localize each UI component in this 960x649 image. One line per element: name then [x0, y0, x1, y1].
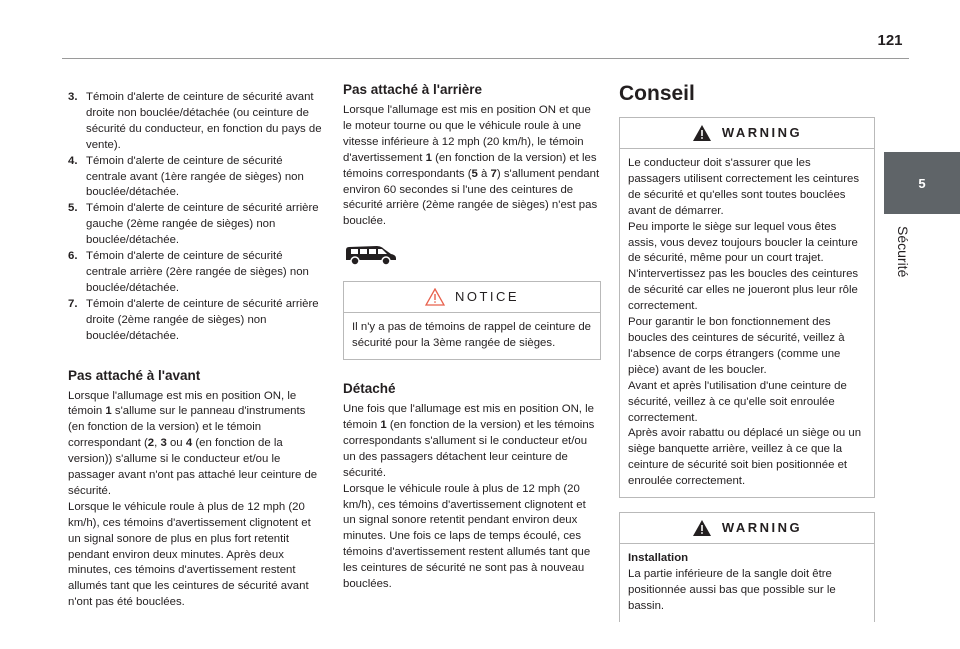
warning-header-1: [620, 118, 874, 149]
list-item: 5. Témoin d'alerte de ceinture de sécurité arrière gauche (2ème rangée de sièges) non bouclée/détachée.: [68, 202, 319, 247]
warning-triangle-icon: [692, 124, 712, 142]
warning-light-list: [68, 90, 324, 345]
front-heading: Pas attaché à l'avant: [68, 367, 201, 383]
chapter-title: Sécurité: [895, 226, 911, 278]
warning-1-paragraph: Le conducteur doit s'assurer que les passagers utilisent correctement les ceintures de sécurité et qu'elles sont toutes bouclées avant de démarrer.: [628, 157, 860, 217]
notice-warning-triangle-icon: [425, 288, 445, 306]
list-item: 3. Témoin d'alerte de ceinture de sécurité avant droite non bouclée/détachée (ou ceinture de sécurité du conducteur, en fonction du pays de vente).: [68, 91, 322, 151]
front-paragraph-1: Lorsque l'allumage est mis en position ON, le témoin 1 s'allume sur le panneau d'instruments (en fonction de la version) et le témoin correspondant (2, 3 ou 4 (en fonction de la version)) s'allume si le conducteur et/ou le passager avant n'ont pas attaché leur ceinture de sécurité.: [68, 389, 318, 497]
warning-1-paragraph: Après avoir rabattu ou déplacé un siège ou un siège banquette arrière, veillez à ce que la ceinture de sécurité soit bien positionnée et enroulée correctement.: [628, 427, 862, 488]
installation-text: La partie inférieure de la sangle doit être positionnée aussi bas que possible sur le bassin.: [628, 567, 836, 612]
notice-text: Il n'y a pas de témoins de rappel de ceinture de sécurité pour la 3ème rangée de sièges.: [352, 321, 591, 350]
list-item: 7. Témoin d'alerte de ceinture de sécurité arrière droite (2ème rangée de sièges) non bouclée/détachée.: [68, 297, 319, 342]
list-item: 6. Témoin d'alerte de ceinture de sécurité centrale arrière (2ère rangée de sièges) non bouclée/détachée.: [68, 250, 309, 294]
warning-1-paragraph: Peu importe le siège sur lequel vous êtes assis, vous devez toujours boucler la ceinture de sécurité, même pour un court trajet.: [628, 220, 858, 265]
warning-triangle-icon: [692, 519, 712, 537]
warning-label-1: WARNING: [721, 125, 803, 141]
column-left: [68, 90, 324, 611]
installation-title: Installation: [628, 552, 689, 565]
notice-box: [343, 281, 601, 360]
notice-header: [344, 282, 600, 313]
warning-1-paragraph: Avant et après l'utilisation d'une ceinture de sécurité, veillez à ce qu'elle soit enroulée correctement.: [628, 379, 847, 424]
van-icon: [343, 241, 601, 267]
rear-paragraph: Lorsque l'allumage est mis en position ON et que le moteur tourne ou que le véhicule roule à une vitesse inférieure à 12 mph (20 km/h), le témoin d'avertissement 1 (en fonction de la version) et les témoins correspondants (5 à 7) s'allument pendant environ 60 secondes si l'une des ceintures de sécurité arrière (2ème rangée de sièges) n'est pas bouclée.: [343, 104, 600, 228]
page-number: 121: [877, 32, 903, 49]
detached-paragraph-1: Une fois que l'allumage est mis en position ON, le témoin 1 (en fonction de la version) et les témoins correspondants s'allument si le conducteur et/ou un des passagers détachent leur ceinture de sécurité.: [343, 403, 595, 479]
warning-1-paragraph: Pour garantir le bon fonctionnement des boucles des ceintures de sécurité, veillez à l'absence de corps étrangers (comme une pièce) avant de les boucler.: [628, 316, 845, 376]
warning-label-2: WARNING: [721, 520, 803, 536]
chapter-tab[interactable]: [884, 152, 960, 214]
rear-heading: Pas attaché à l'arrière: [343, 82, 483, 97]
header-rule: [62, 58, 909, 59]
warning-box-1: [619, 117, 875, 498]
front-paragraph-2: Lorsque le véhicule roule à plus de 12 mph (20 km/h), ces témoins d'avertissement clignotent et un signal sonore de plus en plus fort retentit pendant environ deux minutes. Après deux minutes, ces témoins d'avertissement restent allumés tant que les ceintures de sécurité avant n'ont pas été bouclées.: [68, 500, 311, 609]
warning-header-2: [620, 513, 874, 544]
column-right: [619, 80, 875, 622]
column-middle: [343, 81, 601, 593]
list-item: 4. Témoin d'alerte de ceinture de sécurité centrale avant (1ère rangée de sièges) non bouclée/détachée.: [68, 154, 304, 199]
notice-label: NOTICE: [454, 289, 520, 305]
detached-heading: Détaché: [343, 381, 396, 397]
detached-paragraph-2: Lorsque le véhicule roule à plus de 12 mph (20 km/h), ces témoins d'avertissement clignotent et un signal sonore retentit pendant environ deux minutes. Une fois ce laps de temps écoulé, ces témoins d'avertissement restent allumés tant que les ceintures de sécurité ne sont pas à nouveau bouclées.: [343, 482, 591, 591]
chapter-number: 5: [918, 175, 926, 191]
advice-heading: Conseil: [619, 82, 695, 105]
warning-box-2: [619, 512, 875, 622]
warning-1-paragraph: N'intervertissez pas les boucles des ceintures de sécurité car elles ne joueront plus leur rôle correctement.: [628, 268, 859, 313]
